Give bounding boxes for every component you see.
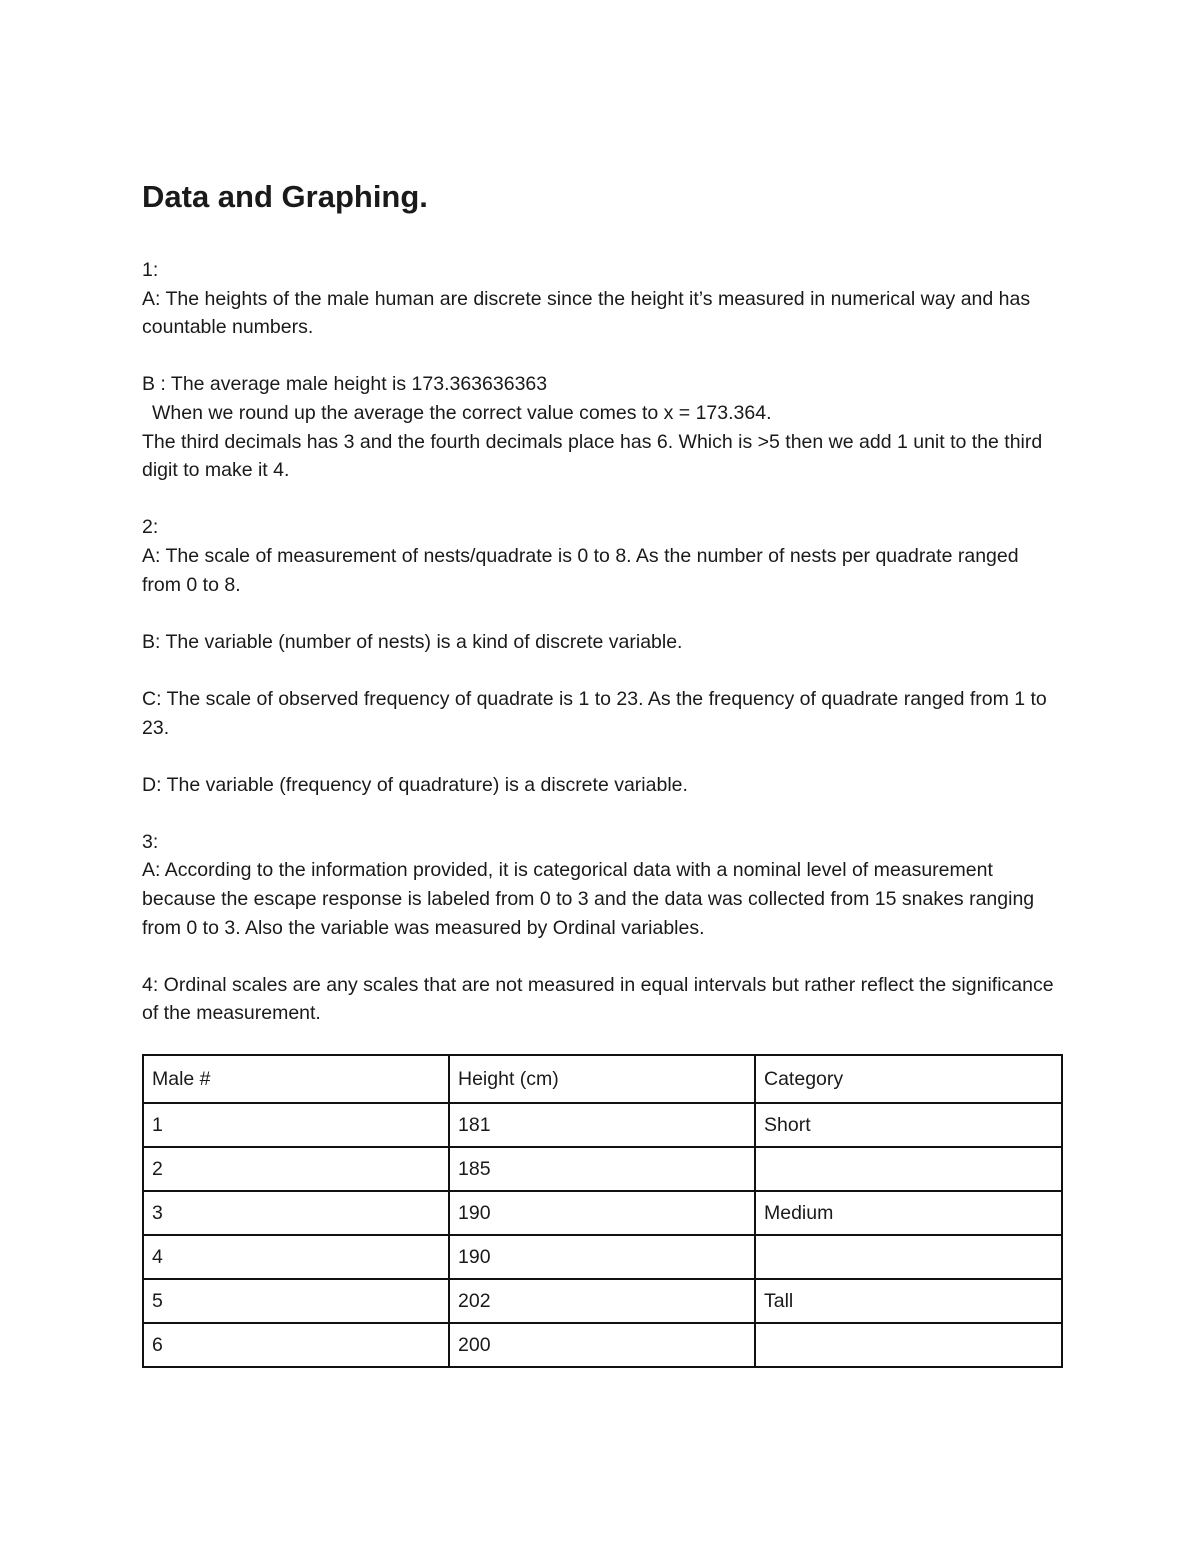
table-header-cell: Category [755,1055,1062,1103]
table-cell-male: 3 [143,1191,449,1235]
table-cell-category: Medium [755,1191,1062,1235]
table-cell-category: Short [755,1103,1062,1147]
table-cell-category [755,1235,1062,1279]
table-cell-male: 5 [143,1279,449,1323]
table-row [143,1103,1062,1147]
spacer [142,742,1062,771]
spacer [142,656,1062,685]
q2-number: 2: [142,516,159,539]
document-body [142,256,1062,1028]
table-cell-height: 200 [449,1323,755,1367]
height-table [142,1054,1063,1368]
table-cell-category: Tall [755,1279,1062,1323]
spacer [142,799,1062,828]
q1-number: 1: [142,259,159,281]
q1-answer-b: B : The average male height is 173.363636363 [142,373,548,396]
q1-answer-b-rounding: When we round up the average the correct value comes to x = 173.364. [152,401,772,424]
table-cell-height: 190 [449,1235,755,1279]
page-title: Data and Graphing. [142,179,428,214]
spacer [142,599,1062,628]
table-row [143,1191,1062,1235]
table-cell-height: 190 [449,1191,755,1235]
spacer [142,942,1062,971]
table-row [143,1323,1062,1367]
table-header-cell: Height (cm) [449,1055,755,1103]
q3-number: 3: [142,830,159,853]
q2-answer-b: B: The variable (number of nests) is a kind of discrete variable. [142,630,683,653]
table-cell-male: 1 [143,1103,449,1147]
q2-answer-c: C: The scale of observed frequency of quadrate is 1 to 23. As the frequency of quadrate ranged from 1 to 23. [142,687,1047,739]
q2-answer-a: A: The scale of measurement of nests/quadrate is 0 to 8. As the number of nests per quadrate ranged from 0 to 8. [142,544,1019,596]
q4-answer: 4: Ordinal scales are any scales that are not measured in equal intervals but rather reflect the significance of the measurement. [142,973,1054,1025]
table-cell-height: 185 [449,1147,755,1191]
table-cell-category [755,1147,1062,1191]
spacer [142,342,1062,371]
table-cell-male: 4 [143,1235,449,1279]
table-cell-male: 6 [143,1323,449,1367]
table-row [143,1235,1062,1279]
q3-answer-a: A: According to the information provided, it is categorical data with a nominal level of measurement because the escape response is labeled from 0 to 3 and the data was collected from 15 snakes ranging from 0 to 3. Also the variable was measured by Ordinal variables. [142,859,1035,939]
table-header-cell: Male # [143,1055,449,1103]
table-row [143,1147,1062,1191]
q1-answer-a: A: The heights of the male human are discrete since the height it’s measured in numerical way and has countable numbers. [142,287,1031,339]
table-cell-male: 2 [143,1147,449,1191]
q1-answer-b-explanation: The third decimals has 3 and the fourth decimals place has 6. Which is >5 then we add 1 unit to the third digit to make it 4. [142,430,1043,482]
table-header-row [143,1055,1062,1103]
table-cell-height: 181 [449,1103,755,1147]
table-row [143,1279,1062,1323]
table-cell-height: 202 [449,1279,755,1323]
spacer [142,485,1062,514]
q2-answer-d: D: The variable (frequency of quadrature) is a discrete variable. [142,773,688,796]
table-cell-category [755,1323,1062,1367]
